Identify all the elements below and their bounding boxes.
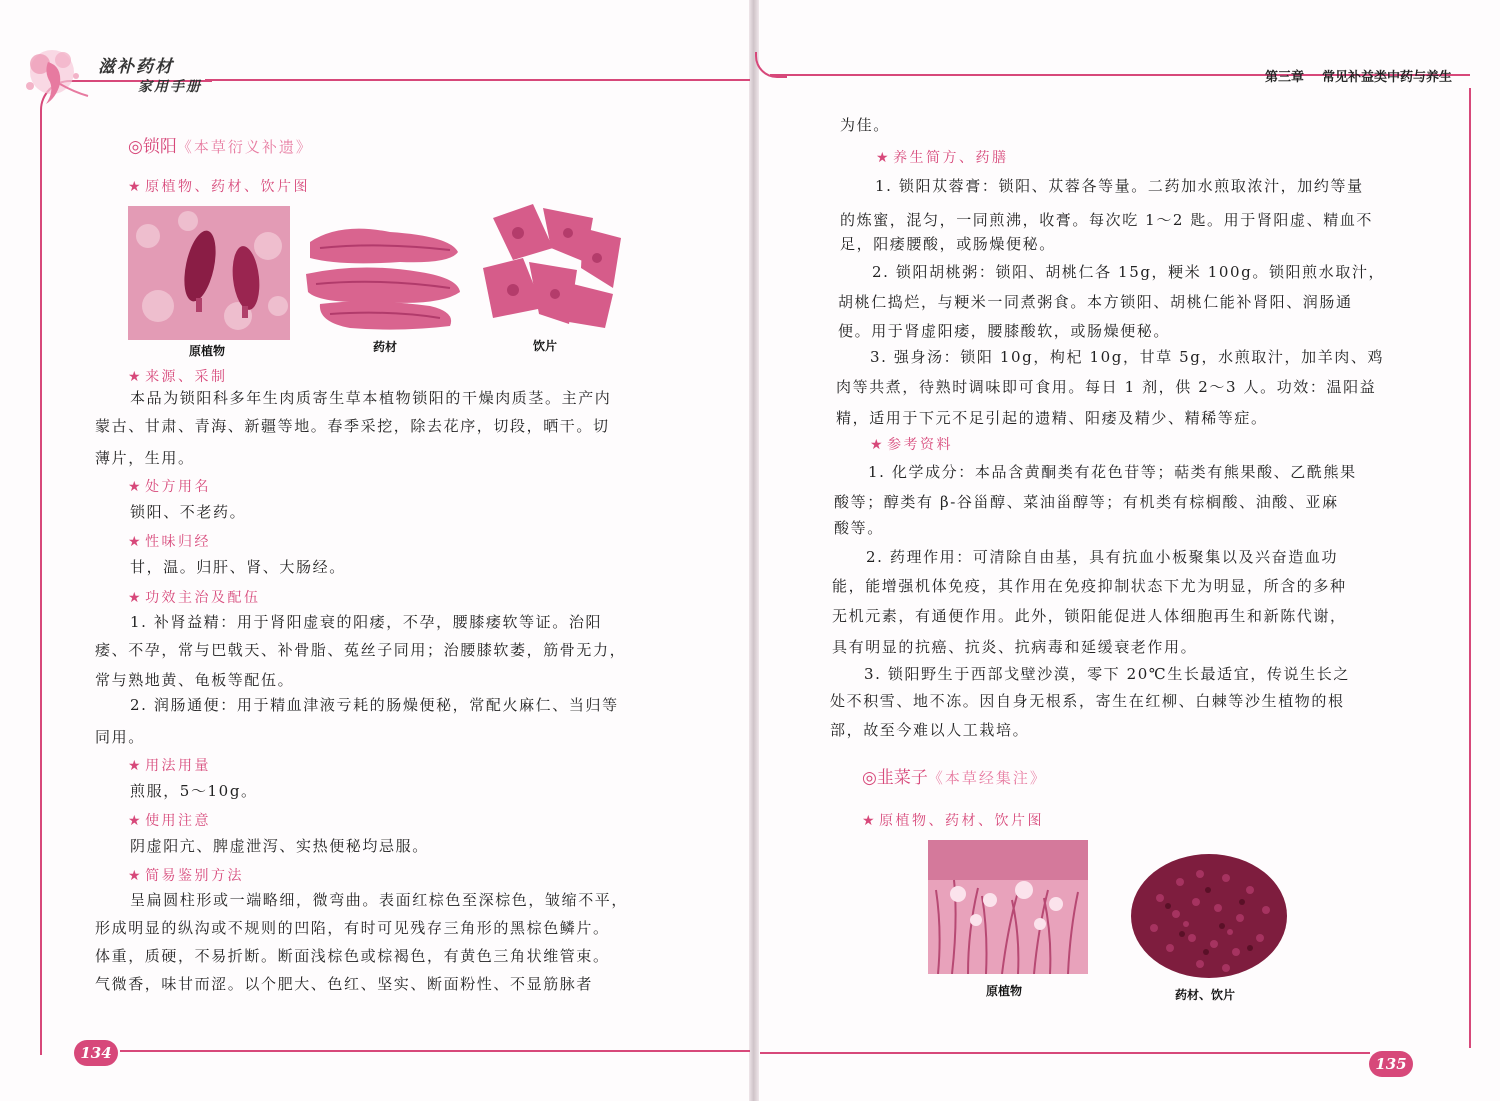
ref-line: 处不积雪、地不冻。因自身无根系，寄生在红柳、白棘等沙生植物的根 [830, 692, 1345, 710]
recipe-line: 胡桃仁捣烂，与粳米一同煮粥食。本方锁阳、胡桃仁能补肾阳、润肠通 [838, 293, 1353, 311]
ref-line: 1. 化学成分：本品含黄酮类有花色苷等；萜类有熊果酸、乙酰熊果 [868, 463, 1357, 481]
section-effects-heading: ★ 功效主治及配伍 [128, 590, 261, 606]
ref-line: 2. 药理作用：可清除自由基，具有抗血小板聚集以及兴奋造血功 [866, 548, 1339, 566]
section-names-heading: ★ 处方用名 [128, 479, 212, 495]
source-line: 蒙古、甘肃、青海、新疆等地。春季采挖，除去花序，切段，晒干。切 [95, 417, 610, 435]
recipe-line: 便。用于肾虚阳痿，腰膝酸软，或肠燥便秘。 [838, 322, 1171, 340]
ref-line: 无机元素，有通便作用。此外，锁阳能促进人体细胞再生和新陈代谢， [832, 607, 1347, 625]
page-number-right: 135 [1369, 1051, 1413, 1077]
chapter-number: 第三章 [1265, 70, 1305, 85]
right-frame-bottom [760, 1052, 1370, 1054]
effects-line: 痿、不孕，常与巴戟天、补骨脂、菟丝子同用；治腰膝软萎，筋骨无力， [95, 641, 627, 659]
left-frame-side [40, 110, 42, 1055]
section-caution-heading: ★ 使用注意 [128, 813, 212, 829]
chapter-title: 常见补益类中药与养生 [1322, 70, 1453, 85]
photo-decoction-slices [473, 198, 625, 332]
section-recipes-heading: ★ 养生简方、药膳 [876, 150, 1009, 166]
entry-source: 《本草经集注》 [927, 769, 1047, 787]
ref-line: 酸等；醇类有 β-谷甾醇、菜油甾醇等；有机类有棕榈酸、油酸、亚麻 [834, 493, 1339, 511]
recipe-line: 2. 锁阳胡桃粥：锁阳、胡桃仁各 15g，粳米 100g。锁阳煎水取汁， [872, 263, 1386, 281]
caption-decoction-slices: 饮片 [533, 339, 558, 353]
effects-line: 同用。 [95, 728, 145, 746]
photo-original-plant [128, 206, 290, 340]
section-refs-heading: ★ 参考资料 [870, 437, 954, 453]
recipe-line: 1. 锁阳苁蓉膏：锁阳、苁蓉各等量。二药加水煎取浓汁，加约等量 [875, 177, 1364, 195]
left-frame-bottom [120, 1050, 750, 1052]
entry-source: 《本草衍义补遗》 [176, 138, 313, 156]
entry-name: ◎锁阳 [128, 137, 177, 157]
page-number-left: 134 [74, 1040, 118, 1066]
recipe-line: 3. 强身汤：锁阳 10g，枸杞 10g，甘草 5g，水煎取汁，加羊肉、鸡 [870, 348, 1385, 366]
ref-line: 能，能增强机体免疫，其作用在免疫抑制状态下尤为明显，所含的多种 [832, 577, 1347, 595]
entry-name: ◎韭菜子 [862, 768, 928, 788]
section-images-heading: ★ 原植物、药材、饮片图 [128, 179, 311, 195]
section-usage-heading: ★ 用法用量 [128, 758, 212, 774]
ref-line: 3. 锁阳野生于西部戈壁沙漠，零下 20℃生长最适宜，传说生长之 [864, 665, 1350, 683]
ref-line: 酸等。 [834, 519, 884, 537]
book-title-line1: 滋补药材 [98, 57, 174, 77]
effects-line: 2. 润肠通便：用于精血津液亏耗的肠燥便秘，常配火麻仁、当归等 [130, 696, 619, 714]
section-identify-heading: ★ 简易鉴别方法 [128, 868, 245, 884]
identify-line: 呈扁圆柱形或一端略细，微弯曲。表面红棕色至深棕色，皱缩不平， [130, 891, 629, 909]
caption-chive-seeds: 药材、饮片 [1175, 988, 1236, 1002]
usage-text: 煎服，5～10g。 [130, 782, 258, 800]
book-title-line2: 家用手册 [138, 79, 202, 95]
recipe-line: 足，阳痿腰酸，或肠燥便秘。 [840, 235, 1056, 253]
source-line: 本品为锁阳科多年生肉质寄生草本植物锁阳的干燥肉质茎。主产内 [130, 389, 612, 407]
entry-title-suoyang [128, 132, 313, 157]
flower-girl-logo-icon [18, 42, 98, 108]
continued-line: 为佳。 [840, 116, 890, 134]
caution-text: 阴虚阳亢、脾虚泄泻、实热便秘均忌服。 [130, 837, 429, 855]
entry-title-jiucaizi [862, 763, 1047, 788]
right-frame-side [1469, 88, 1471, 1048]
section-source-heading: ★ 来源、采制 [128, 369, 228, 385]
identify-line: 体重，质硬，不易折断。断面浅棕色或棕褐色，有黄色三角状维管束。 [95, 947, 610, 965]
photo-chive-seeds [1130, 848, 1288, 980]
caption-original-plant: 原植物 [189, 344, 226, 358]
identify-line: 气微香，味甘而涩。以个肥大、色红、坚实、断面粉性、不显筋脉者 [95, 975, 594, 993]
ref-line: 部，故至今难以人工栽培。 [830, 721, 1030, 739]
names-text: 锁阳、不老药。 [130, 503, 247, 521]
left-frame-top [205, 79, 750, 81]
effects-line: 1. 补肾益精：用于肾阳虚衰的阳痿，不孕，腰膝痿软等证。治阳 [130, 613, 603, 631]
identify-line: 形成明显的纵沟或不规则的凹陷，有时可见残存三角形的黑棕色鳞片。 [95, 919, 610, 937]
ref-line: 具有明显的抗癌、抗炎、抗病毒和延缓衰老作用。 [832, 638, 1198, 656]
section-images2-heading: ★ 原植物、药材、饮片图 [862, 813, 1045, 829]
caption-chive-plant: 原植物 [986, 984, 1023, 998]
section-nature-heading: ★ 性味归经 [128, 534, 212, 550]
book-gutter [749, 0, 759, 1101]
recipe-line: 肉等共煮，待熟时调味即可食用。每日 1 剂，供 2～3 人。功效：温阳益 [836, 378, 1377, 396]
photo-herb-material [300, 202, 464, 334]
caption-herb-material: 药材 [373, 340, 398, 354]
nature-text: 甘，温。归肝、肾、大肠经。 [130, 558, 346, 576]
recipe-line: 的炼蜜，混匀，一同煎沸，收膏。每次吃 1～2 匙。用于肾阳虚、精血不 [840, 211, 1374, 229]
effects-line: 常与熟地黄、龟板等配伍。 [95, 671, 295, 689]
recipe-line: 精，适用于下元不足引起的遗精、阳痿及精少、精稀等症。 [836, 409, 1268, 427]
photo-chive-plant [928, 840, 1088, 974]
source-line: 薄片，生用。 [95, 449, 195, 467]
chapter-header [1265, 66, 1452, 85]
